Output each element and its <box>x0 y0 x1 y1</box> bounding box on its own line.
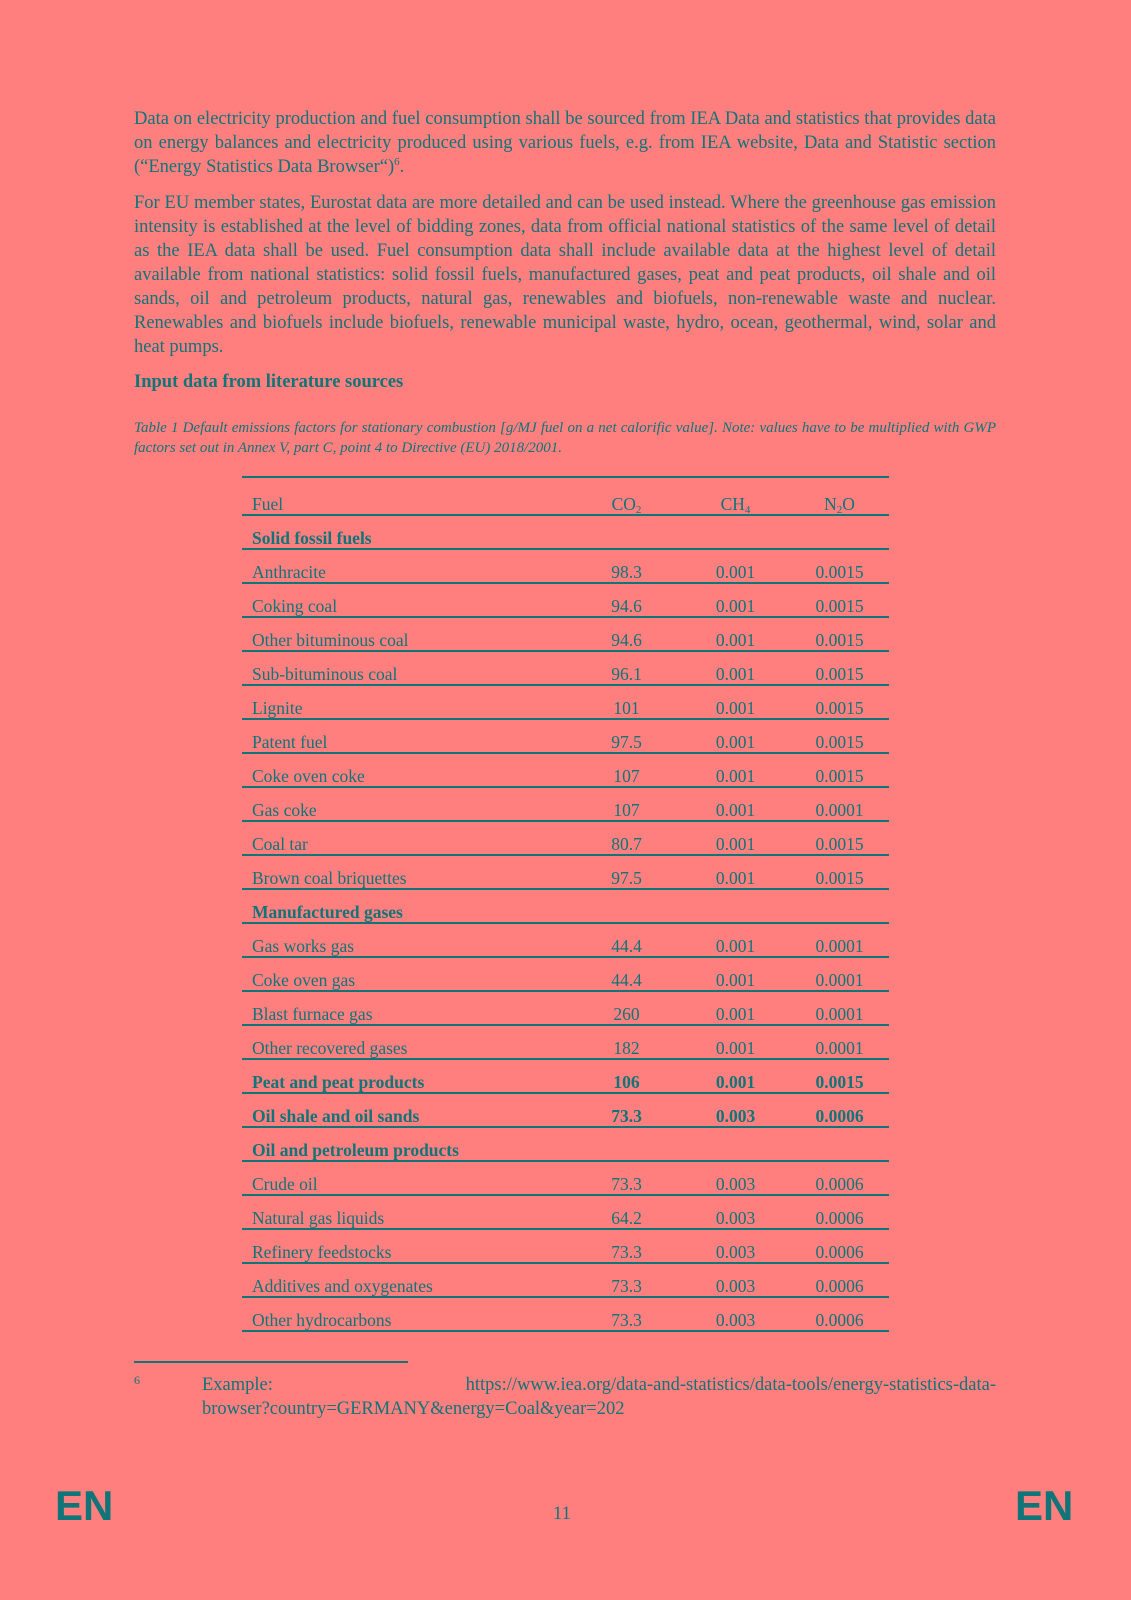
footnote-link-part2[interactable]: browser?country=GERMANY&energy=Coal&year=202 <box>202 1399 625 1419</box>
footnote-label: Example: <box>202 1375 273 1395</box>
header-co2 <box>572 478 681 516</box>
co2-cell: 73.3 <box>572 1230 681 1264</box>
ch4-cell: 0.001 <box>681 1026 790 1060</box>
table-row <box>242 754 889 788</box>
fuel-cell: Lignite <box>242 686 572 720</box>
ch4-cell: 0.001 <box>681 856 790 890</box>
fuel-cell: Refinery feedstocks <box>242 1230 572 1264</box>
co2-cell: 73.3 <box>572 1162 681 1196</box>
ch4-cell: 0.001 <box>681 992 790 1026</box>
co2-cell: 44.4 <box>572 924 681 958</box>
n2o-cell: 0.0006 <box>790 1298 889 1332</box>
ch4-cell: 0.001 <box>681 618 790 652</box>
n2o-cell: 0.0015 <box>790 584 889 618</box>
co2-cell: 98.3 <box>572 550 681 584</box>
footnote-text <box>202 1373 996 1421</box>
fuel-cell: Gas coke <box>242 788 572 822</box>
ch4-cell: 0.001 <box>681 788 790 822</box>
n2o-cell <box>790 516 889 550</box>
language-label-right: EN <box>1015 1482 1074 1529</box>
table-row <box>242 992 889 1026</box>
eurostat-paragraph: For EU member states, Eurostat data are more detailed and can be used instead. Where the greenhouse gas emission intensity is established at the level of bidding zones, data from official national statistics of the same level of detail as the IEA data shall be used. Fuel consumption data shall include available data at the highest level of detail available from national statistics: solid fossil fuels, manufactured gases, peat and peat products, oil shale and oil sands, oil and petroleum products, natural gas, renewables and biofuels, non-renewable waste and nuclear. Renewables and biofuels include biofuels, renewable municipal waste, hydro, ocean, geothermal, wind, solar and heat pumps. <box>134 193 996 357</box>
fuel-cell: Other recovered gases <box>242 1026 572 1060</box>
co2-cell: 64.2 <box>572 1196 681 1230</box>
n2o-cell: 0.0001 <box>790 958 889 992</box>
n2o-cell: 0.0015 <box>790 652 889 686</box>
n2o-cell: 0.0015 <box>790 822 889 856</box>
fuel-cell: Oil and petroleum products <box>242 1128 572 1162</box>
table-row <box>242 550 889 584</box>
table-row <box>242 788 889 822</box>
ch4-cell: 0.001 <box>681 754 790 788</box>
ch4-cell: 0.003 <box>681 1162 790 1196</box>
fuel-cell: Peat and peat products <box>242 1060 572 1094</box>
table-row <box>242 822 889 856</box>
ch4-cell <box>681 516 790 550</box>
n2o-cell: 0.0015 <box>790 1060 889 1094</box>
n2o-cell <box>790 1128 889 1162</box>
intro-paragraph-end: . <box>399 157 405 177</box>
co2-cell: 107 <box>572 788 681 822</box>
footnote-mark: 6 <box>134 1373 140 1387</box>
n2o-cell: 0.0006 <box>790 1264 889 1298</box>
co2-cell: 260 <box>572 992 681 1026</box>
fuel-cell: Coke oven gas <box>242 958 572 992</box>
language-label-left: EN <box>55 1482 114 1529</box>
table-section-row <box>242 1060 889 1094</box>
ch4-cell: 0.001 <box>681 958 790 992</box>
n2o-cell: 0.0006 <box>790 1094 889 1128</box>
table-row <box>242 584 889 618</box>
header-n2o-sub: 2 <box>836 504 843 516</box>
co2-cell: 101 <box>572 686 681 720</box>
header-ch4-base: CH <box>720 494 745 514</box>
table-row <box>242 924 889 958</box>
fuel-cell: Other bituminous coal <box>242 618 572 652</box>
co2-cell: 73.3 <box>572 1298 681 1332</box>
ch4-cell: 0.001 <box>681 720 790 754</box>
header-ch4-sub: 4 <box>744 504 751 516</box>
header-ch4 <box>681 478 790 516</box>
ch4-cell: 0.001 <box>681 652 790 686</box>
ch4-cell: 0.001 <box>681 550 790 584</box>
fuel-cell: Gas works gas <box>242 924 572 958</box>
n2o-cell: 0.0001 <box>790 1026 889 1060</box>
ch4-cell <box>681 890 790 924</box>
n2o-cell: 0.0001 <box>790 992 889 1026</box>
fuel-cell: Blast furnace gas <box>242 992 572 1026</box>
header-co2-base: CO <box>611 494 636 514</box>
table-row <box>242 856 889 890</box>
fuel-cell: Additives and oxygenates <box>242 1264 572 1298</box>
n2o-cell: 0.0015 <box>790 856 889 890</box>
table-section-row <box>242 1128 889 1162</box>
fuel-cell: Oil shale and oil sands <box>242 1094 572 1128</box>
table-body <box>242 478 889 1332</box>
fuel-cell: Other hydrocarbons <box>242 1298 572 1332</box>
fuel-cell: Natural gas liquids <box>242 1196 572 1230</box>
ch4-cell: 0.003 <box>681 1094 790 1128</box>
table-caption: Table 1 Default emissions factors for stationary combustion [g/MJ fuel on a net calorific value]. Note: values have to be multiplied with GWP factors set out in Annex V, part C, point 4 to Directive (EU) 2018/2001. <box>134 420 996 456</box>
co2-cell: 96.1 <box>572 652 681 686</box>
footnote-separator <box>134 1361 408 1363</box>
table-row <box>242 958 889 992</box>
header-n2o-tail: O <box>842 494 855 514</box>
footnote-reference[interactable]: 6 <box>394 156 400 168</box>
intro-paragraph <box>134 107 996 179</box>
co2-cell: 94.6 <box>572 584 681 618</box>
co2-cell <box>572 890 681 924</box>
co2-cell: 97.5 <box>572 856 681 890</box>
ch4-cell: 0.003 <box>681 1264 790 1298</box>
table-row <box>242 720 889 754</box>
fuel-cell: Solid fossil fuels <box>242 516 572 550</box>
co2-cell: 107 <box>572 754 681 788</box>
ch4-cell: 0.001 <box>681 822 790 856</box>
n2o-cell <box>790 890 889 924</box>
ch4-cell: 0.001 <box>681 1060 790 1094</box>
n2o-cell: 0.0015 <box>790 720 889 754</box>
header-n2o-base: N <box>824 494 837 514</box>
n2o-cell: 0.0015 <box>790 754 889 788</box>
emission-factors-table-container <box>242 476 889 1332</box>
n2o-cell: 0.0006 <box>790 1162 889 1196</box>
table-row <box>242 1298 889 1332</box>
footnote-link-part1[interactable]: https://www.iea.org/data-and-statistics/data-tools/energy-statistics-data- <box>465 1375 996 1395</box>
n2o-cell: 0.0015 <box>790 686 889 720</box>
co2-cell: 73.3 <box>572 1094 681 1128</box>
co2-cell <box>572 1128 681 1162</box>
co2-cell <box>572 516 681 550</box>
n2o-cell: 0.0001 <box>790 924 889 958</box>
table-row <box>242 652 889 686</box>
table-row <box>242 1264 889 1298</box>
table-section-row <box>242 516 889 550</box>
co2-cell: 97.5 <box>572 720 681 754</box>
co2-cell: 44.4 <box>572 958 681 992</box>
co2-cell: 106 <box>572 1060 681 1094</box>
header-fuel: Fuel <box>242 478 572 516</box>
table-row <box>242 1196 889 1230</box>
n2o-cell: 0.0015 <box>790 550 889 584</box>
fuel-cell: Coking coal <box>242 584 572 618</box>
fuel-cell: Coke oven coke <box>242 754 572 788</box>
n2o-cell: 0.0006 <box>790 1196 889 1230</box>
table-section-row <box>242 890 889 924</box>
fuel-cell: Sub-bituminous coal <box>242 652 572 686</box>
fuel-cell: Brown coal briquettes <box>242 856 572 890</box>
table-row <box>242 686 889 720</box>
header-n2o <box>790 478 889 516</box>
ch4-cell: 0.003 <box>681 1298 790 1332</box>
header-co2-sub: 2 <box>635 504 642 516</box>
fuel-cell: Coal tar <box>242 822 572 856</box>
co2-cell: 94.6 <box>572 618 681 652</box>
emission-factors-table <box>242 478 889 1332</box>
ch4-cell: 0.003 <box>681 1196 790 1230</box>
ch4-cell: 0.001 <box>681 924 790 958</box>
intro-paragraph-text: Data on electricity production and fuel consumption shall be sourced from IEA Data and statistics that provides data on energy balances and electricity produced using various fuels, e.g. from IEA website, Data and Statistic section (“Energy Statistics Data Browser“) <box>134 109 996 177</box>
table-row <box>242 618 889 652</box>
table-header-row <box>242 478 889 516</box>
fuel-cell: Patent fuel <box>242 720 572 754</box>
table-row <box>242 1026 889 1060</box>
ch4-cell: 0.003 <box>681 1230 790 1264</box>
n2o-cell: 0.0006 <box>790 1230 889 1264</box>
fuel-cell: Manufactured gases <box>242 890 572 924</box>
ch4-cell <box>681 1128 790 1162</box>
table-row <box>242 1230 889 1264</box>
section-heading: Input data from literature sources <box>134 372 404 392</box>
fuel-cell: Anthracite <box>242 550 572 584</box>
fuel-cell: Crude oil <box>242 1162 572 1196</box>
table-row <box>242 1162 889 1196</box>
co2-cell: 73.3 <box>572 1264 681 1298</box>
table-section-row <box>242 1094 889 1128</box>
page-number: 11 <box>553 1504 571 1524</box>
co2-cell: 182 <box>572 1026 681 1060</box>
co2-cell: 80.7 <box>572 822 681 856</box>
n2o-cell: 0.0015 <box>790 618 889 652</box>
n2o-cell: 0.0001 <box>790 788 889 822</box>
ch4-cell: 0.001 <box>681 584 790 618</box>
ch4-cell: 0.001 <box>681 686 790 720</box>
